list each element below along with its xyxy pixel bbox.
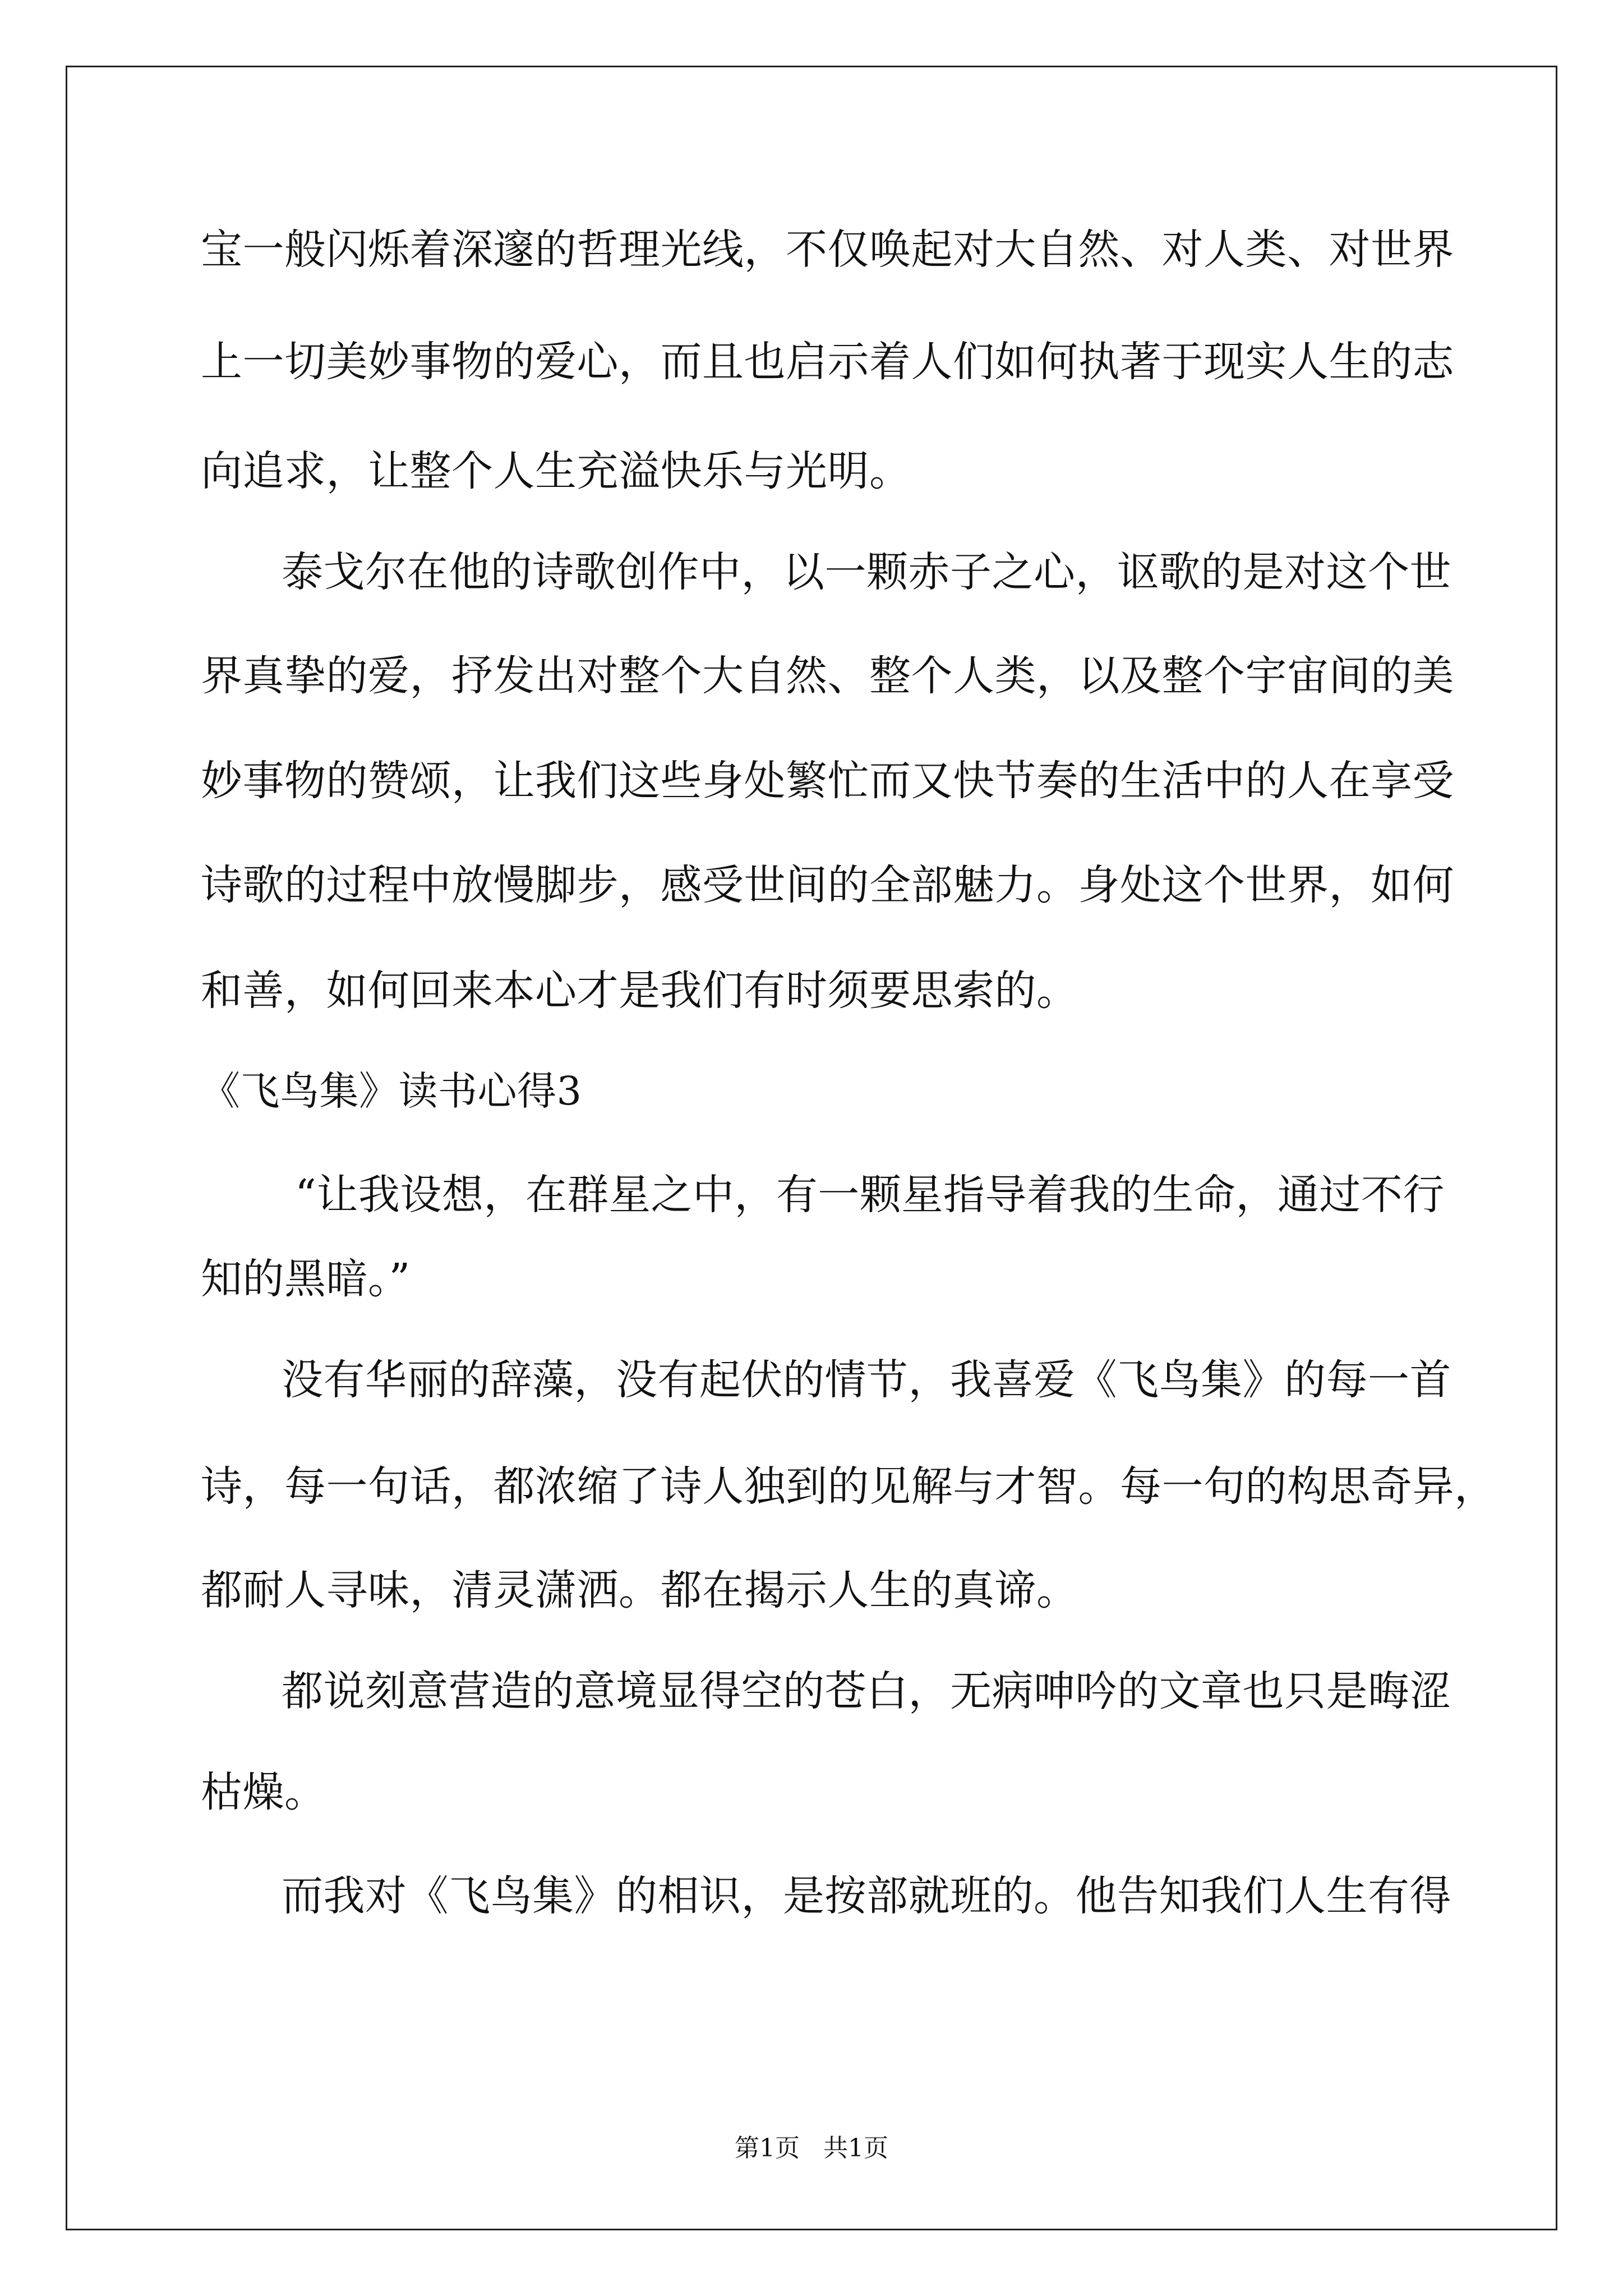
- text-line: 诗，每一句话，都浓缩了诗人独到的见解与才智。每一句的构思奇异，: [201, 1462, 1496, 1511]
- text-line: 妙事物的赞颂，让我们这些身处繁忙而又快节奏的生活中的人在享受: [201, 757, 1454, 805]
- text-line: 都耐人寻味，清灵潇洒。都在揭示人生的真谛。: [201, 1566, 1078, 1614]
- paragraph-start-line: 泰戈尔在他的诗歌创作中，以一颗赤子之心，讴歌的是对这个世: [282, 548, 1451, 596]
- page-footer: 第1页 共1页: [735, 2134, 888, 2162]
- paragraph-start-line: 都说刻意营造的意境显得空的苍白，无病呻吟的文章也只是晦涩: [282, 1667, 1451, 1715]
- section-heading: 《飞鸟集》读书心得3: [201, 1068, 582, 1114]
- text-line: 宝一般闪烁着深邃的哲理光线，不仅唤起对大自然、对人类、对世界: [201, 226, 1454, 274]
- text-line: 诗歌的过程中放慢脚步，感受世间的全部魅力。身处这个世界，如何: [201, 861, 1454, 909]
- text-line: 枯燥。: [201, 1768, 326, 1816]
- text-line: 上一切美妙事物的爱心，而且也启示着人们如何执著于现实人生的志: [201, 338, 1454, 386]
- text-line: 向追求，让整个人生充溢快乐与光明。: [201, 447, 911, 495]
- text-line: 界真挚的爱，抒发出对整个大自然、整个人类，以及整个宇宙间的美: [201, 652, 1454, 700]
- paragraph-start-line: 没有华丽的辞藻，没有起伏的情节，我喜爱《飞鸟集》的每一首: [282, 1356, 1451, 1404]
- quote-line: “让我设想，在群星之中，有一颗星指导着我的生命，通过不行: [295, 1171, 1445, 1219]
- text-line: 和善，如何回来本心才是我们有时须要思索的。: [201, 967, 1078, 1015]
- paragraph-start-line: 而我对《飞鸟集》的相识，是按部就班的。他告知我们人生有得: [282, 1872, 1451, 1920]
- text-line: 知的黑暗。”: [201, 1255, 411, 1303]
